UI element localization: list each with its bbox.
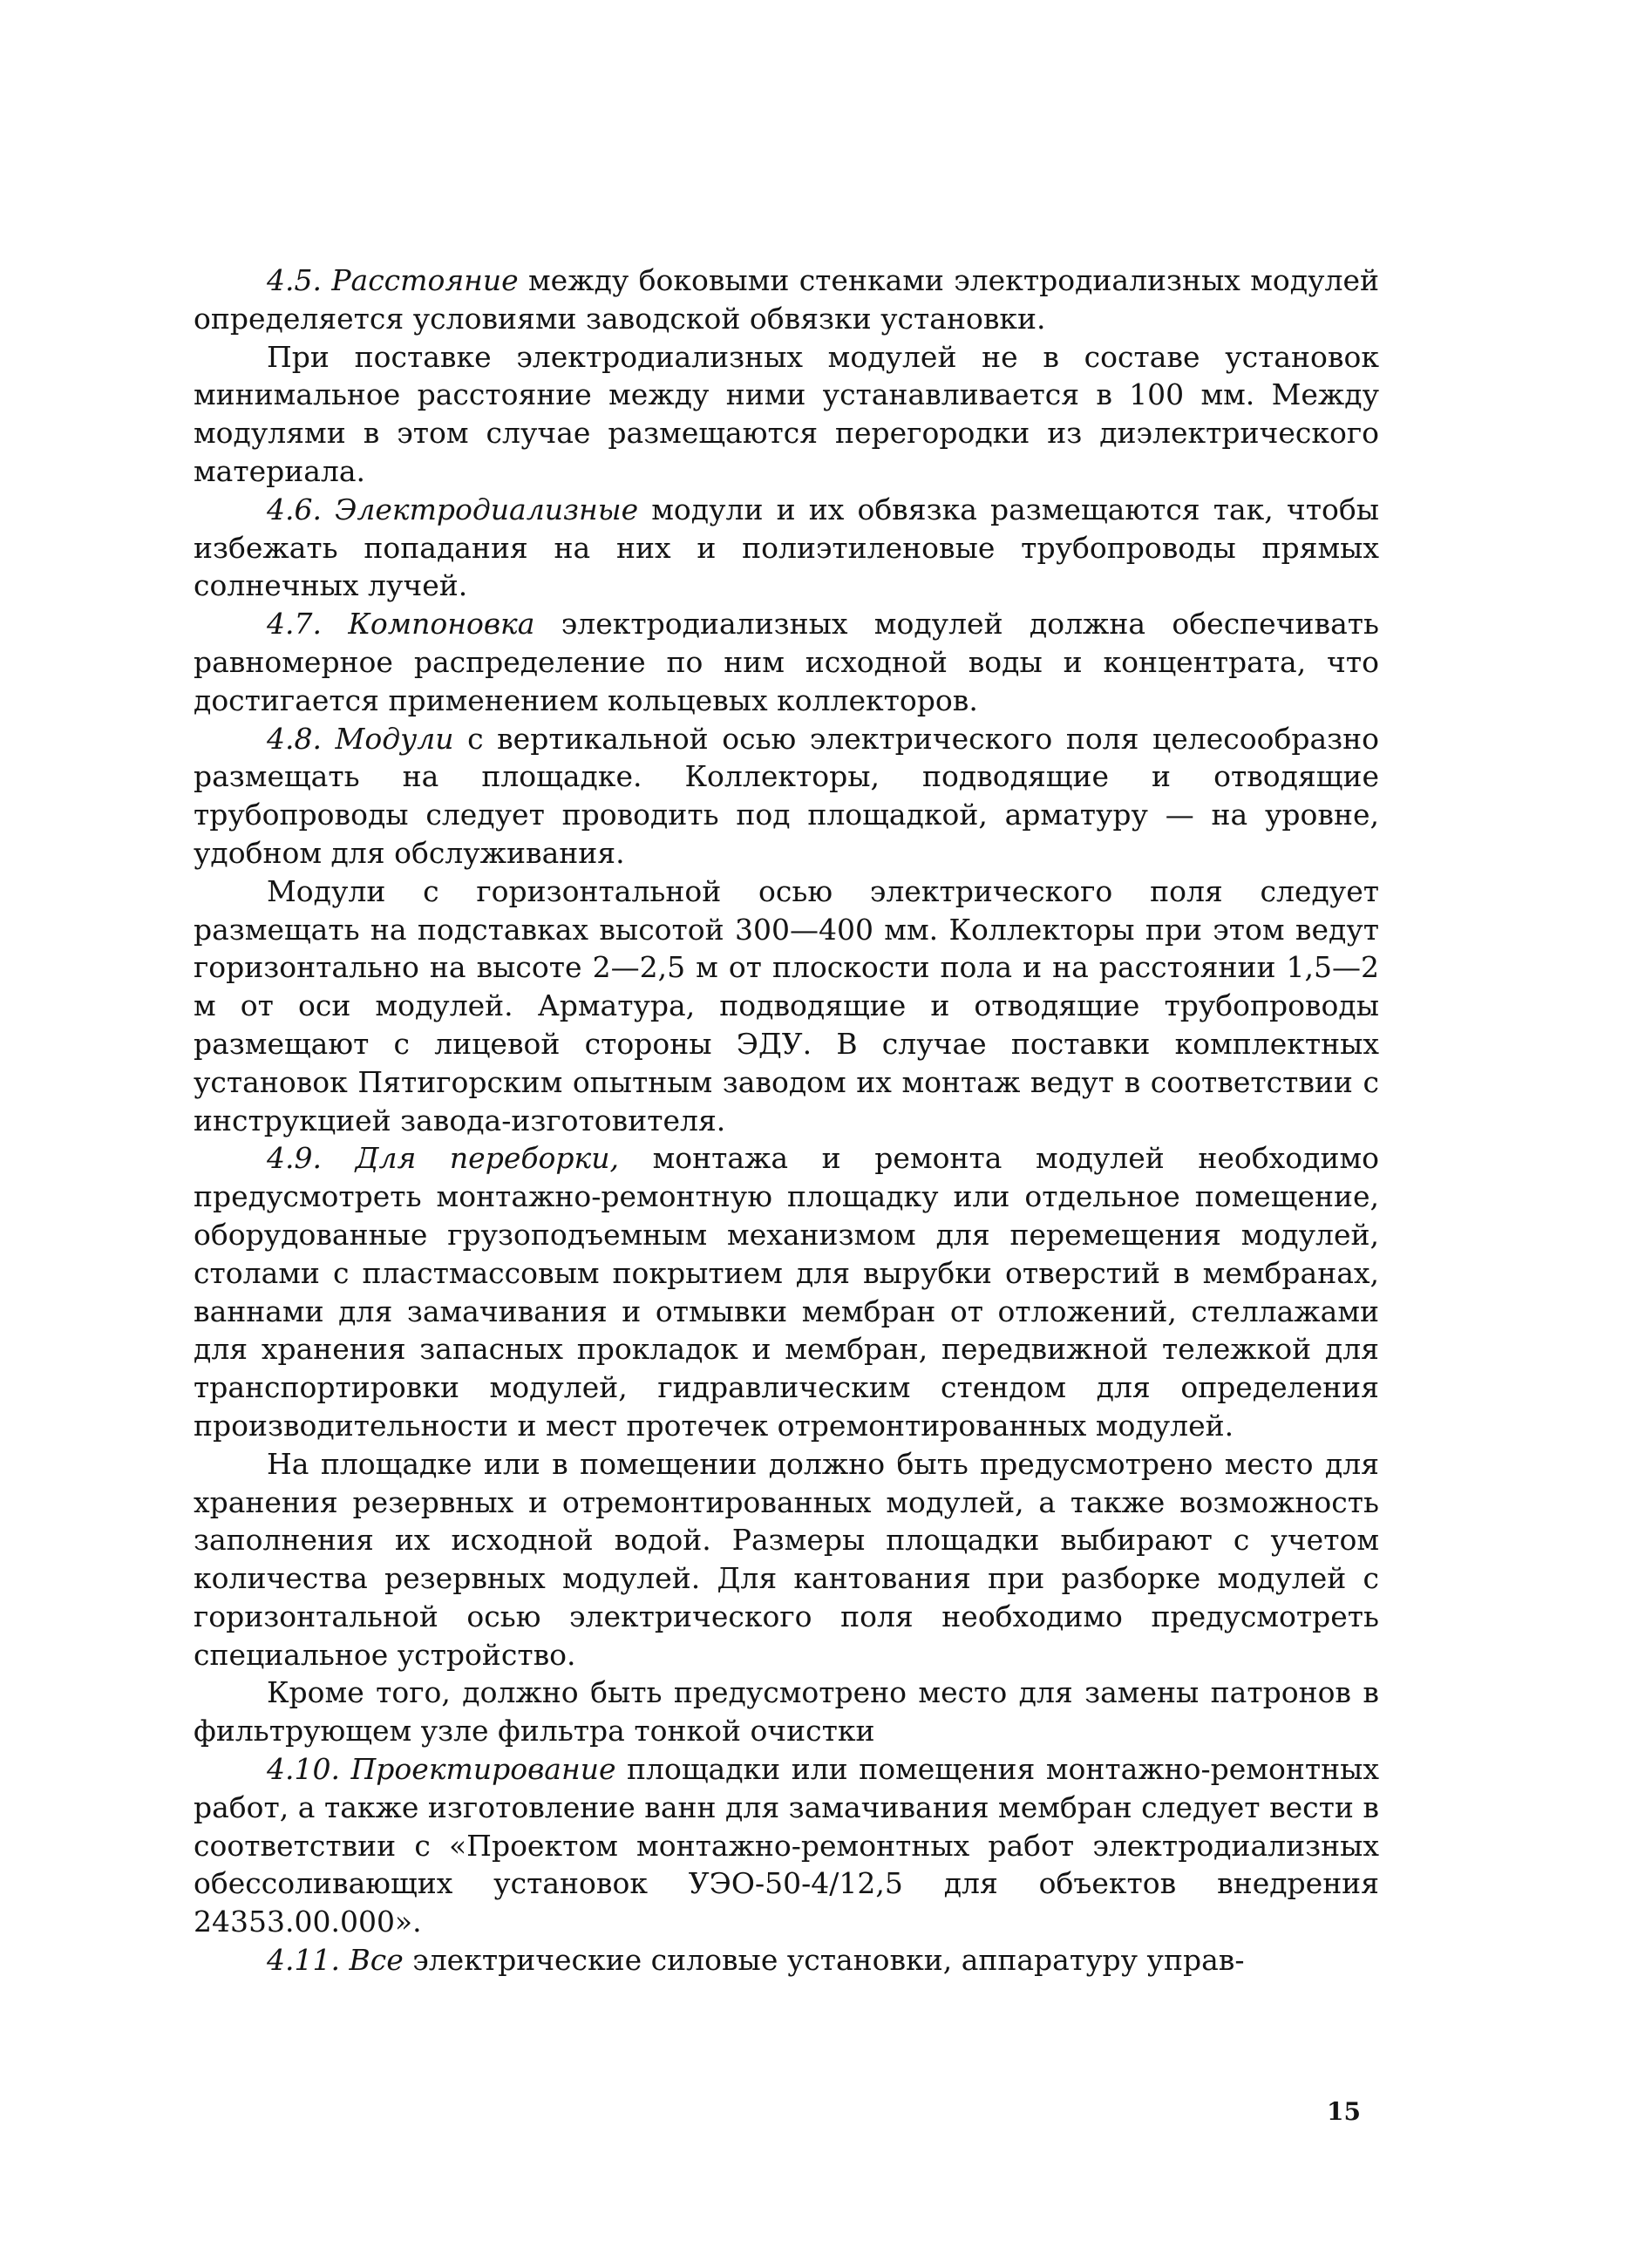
paragraph-4-8: [194, 720, 1379, 873]
clause-lead-word: Расстояние: [331, 263, 519, 297]
paragraph: [194, 1445, 1379, 1674]
paragraph-text: Модули с горизонтальной осью электрического поля следует размещать на подставках высотой 300—400 мм. Коллекторы при этом ведут горизонтально на высоте 2—2,5 м от плоскости пола и на расстоянии 1,5—2 м от оси модулей. Арматура, подводящие и отводящие трубопроводы размещают с лицевой стороны ЭДУ. В случае поставки комплектных установок Пятигорским опытным заводом их монтаж ведут в соответствии с инструкцией завода-изготовителя.: [194, 873, 1379, 1137]
clause-lead-word: Все: [349, 1943, 404, 1978]
paragraph: [194, 338, 1379, 491]
paragraph-text: электродиализных модулей должна обеспечивать равномерное распределение по ним исходной воды и концентрата, что достигается применением кольцевых коллекторов.: [194, 607, 1379, 717]
paragraph-text: модули и их обвязка размещаются так, чтобы избежать попадания на них и полиэтиленовые трубопроводы прямых солнечных лучей.: [194, 492, 1379, 603]
page-number: 15: [1327, 2097, 1361, 2126]
clause-lead-word: Электродиализные: [335, 492, 639, 526]
paragraph-text: При поставке электродиализных модулей не в составе установок минимальное расстояние между ними устанавливается в 100 мм. Между модулями в этом случае размещаются перегородки из диэлектрического материала.: [194, 339, 1379, 488]
paragraph-text: монтажа и ремонта модулей необходимо предусмотреть монтажно-ремонтную площадку или отдельное помещение, оборудованные грузоподъемным механизмом для перемещения модулей, столами с пластмассовым покрытием для вырубки отверстий в мембранах, ваннами для замачивания и отмывки мембран от отложений, стеллажами для хранения запасных прокладок и мембран, передвижной тележкой для транспортировки модулей, гидравлическим стендом для определения производительности и мест протечек отремонтированных модулей.: [194, 1141, 1379, 1443]
clause-number: 4.8.: [267, 721, 322, 756]
clause-lead-word: Компоновка: [348, 607, 535, 642]
paragraph-4-10: [194, 1750, 1379, 1941]
clause-number: 4.5.: [267, 263, 322, 297]
paragraph-text: электрические силовые установки, аппаратуру управ-: [403, 1943, 1245, 1978]
paragraph-text: между боковыми стенками электродиализных модулей определяется условиями заводской обвязки установки.: [194, 263, 1379, 336]
paragraph: [194, 873, 1379, 1140]
paragraph-text: площадки или помещения монтажно-ремонтных работ, а также изготовление ванн для замачивания мембран следует вести в соответствии с «Проектом монтажно-ремонтных работ электродиализных обессоливающих установок УЭО-50-4/12,5 для объектов внедрения 24353.00.000».: [194, 1752, 1379, 1939]
clause-number: 4.10.: [267, 1752, 340, 1787]
paragraph-4-9: [194, 1139, 1379, 1444]
clause-number: 4.9.: [267, 1141, 322, 1176]
paragraph-text: Кроме того, должно быть предусмотрено место для замены патронов в фильтрующем узле фильтра тонкой очистки: [194, 1675, 1379, 1749]
paragraph-text: На площадке или в помещении должно быть предусмотрено место для хранения резервных и отремонтированных модулей, а также возможность заполнения их исходной водой. Размеры площадки выбирают с учетом количества резервных модулей. Для кантования при разборке модулей с горизонтальной осью электрического поля необходимо предусмотреть специальное устройство.: [194, 1446, 1379, 1672]
paragraph-4-7: [194, 605, 1379, 719]
clause-lead-word: Для переборки,: [355, 1141, 619, 1176]
clause-number: 4.6.: [267, 492, 322, 526]
paragraph-4-6: [194, 491, 1379, 605]
clause-lead-word: Модули: [335, 721, 454, 756]
clause-lead-word: Проектирование: [350, 1752, 616, 1787]
clause-number: 4.11.: [267, 1943, 340, 1978]
paragraph-4-11: [194, 1941, 1379, 1979]
body-text: [194, 261, 1379, 1979]
paragraph-text: с вертикальной осью электрического поля целесообразно размещать на площадке. Коллекторы, подводящие и отводящие трубопроводы следует проводить под площадкой, арматуру — на уровне, удобном для обслуживания.: [194, 721, 1380, 870]
paragraph-4-5: [194, 261, 1379, 338]
paragraph: [194, 1674, 1379, 1750]
clause-number: 4.7.: [267, 607, 322, 642]
